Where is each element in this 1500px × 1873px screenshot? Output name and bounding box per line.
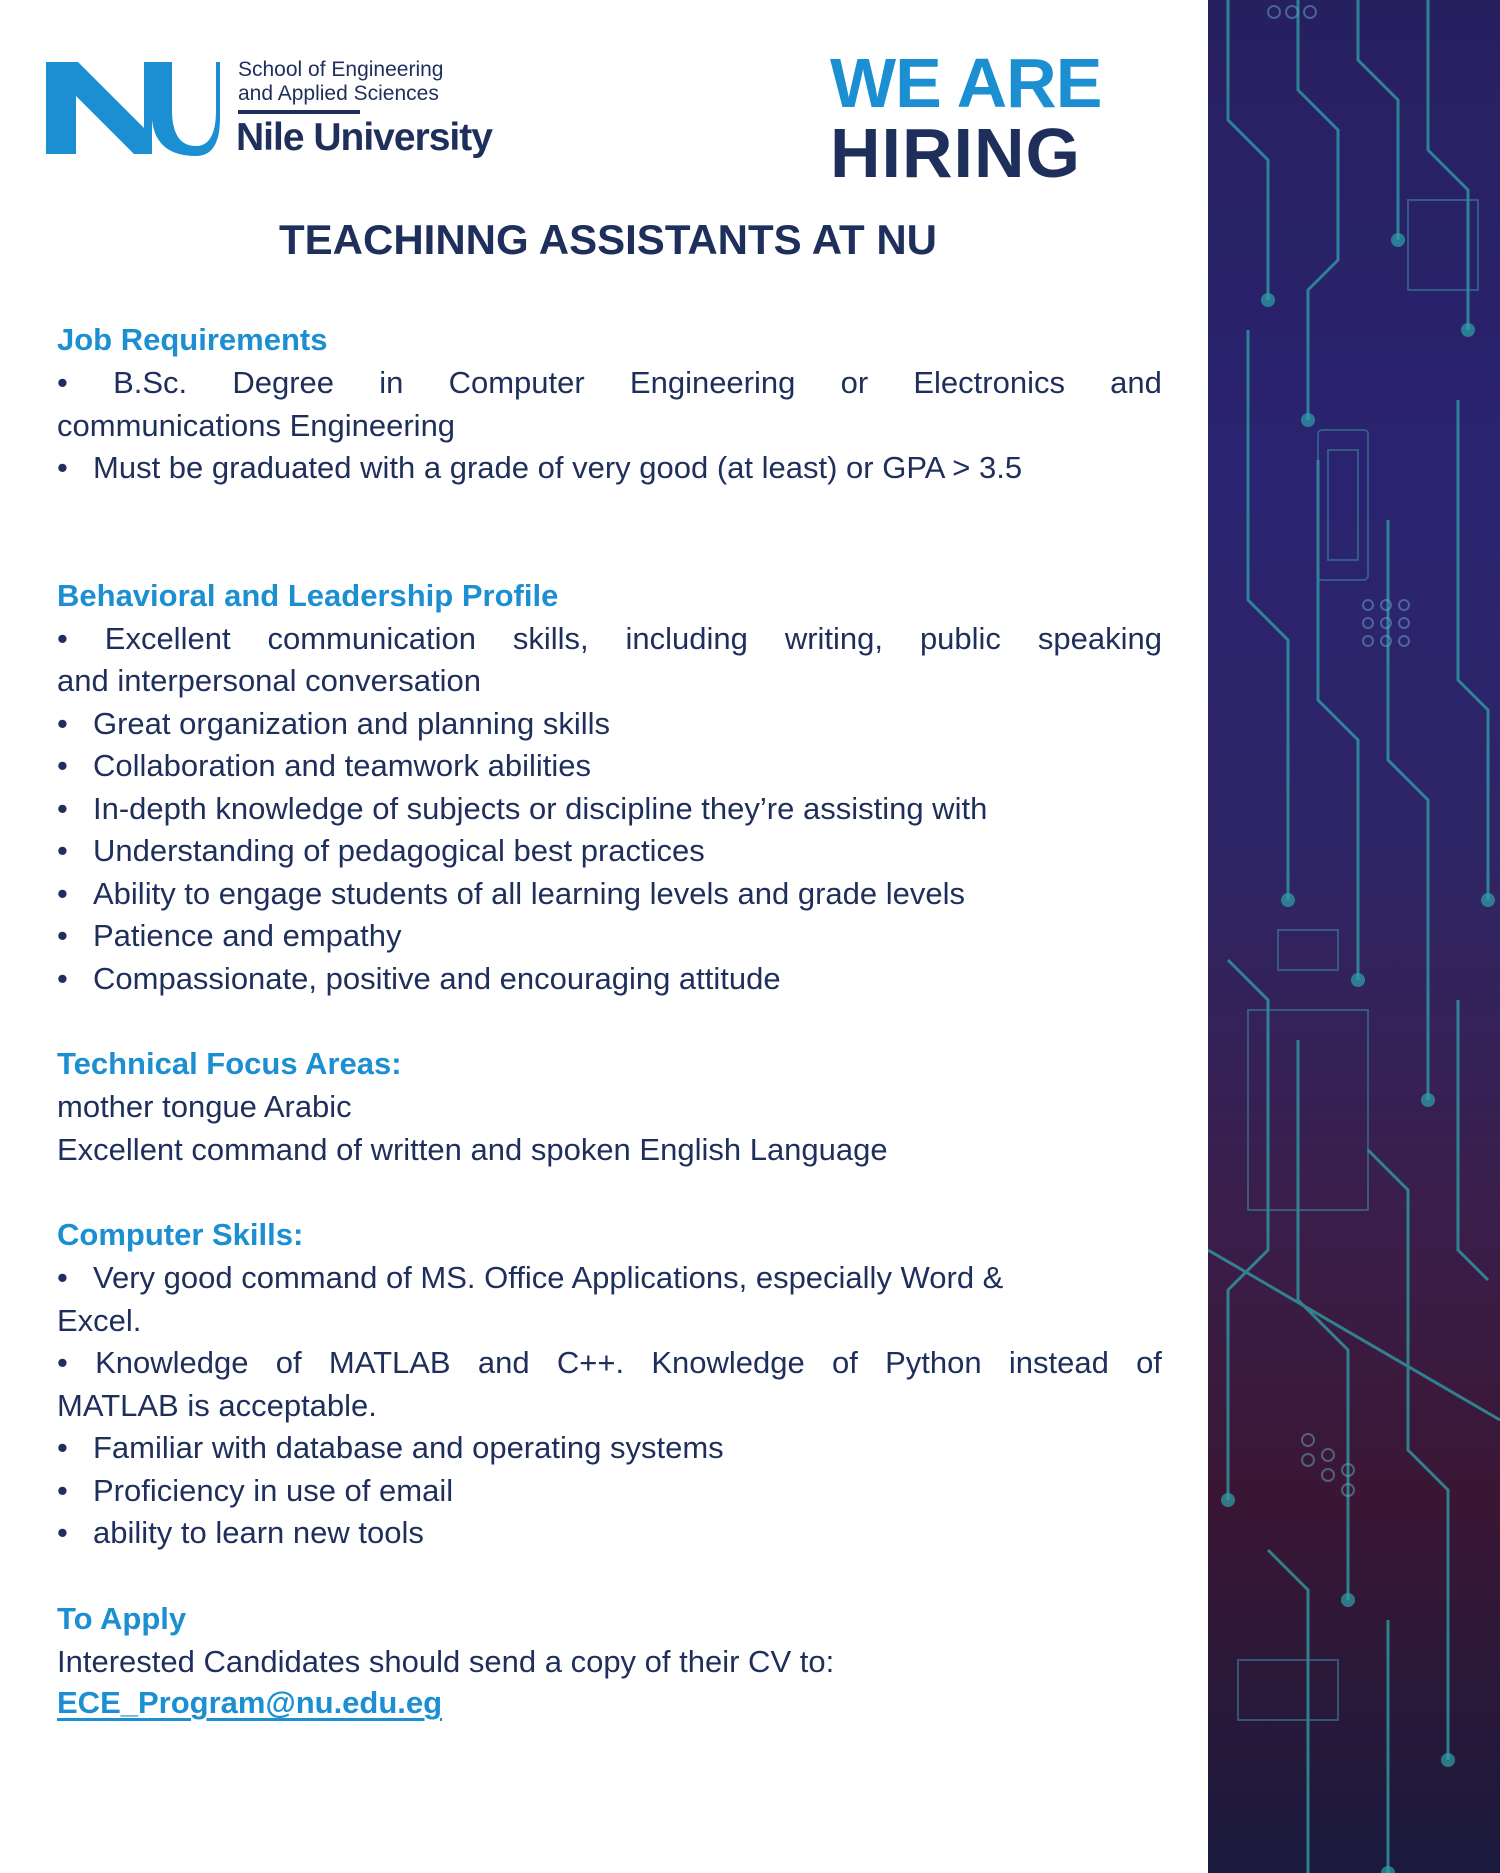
word: skills, bbox=[512, 620, 589, 656]
technical-line: Excellent command of written and spoken English Language bbox=[57, 1131, 888, 1167]
list-item: • Proficiency in use of email bbox=[57, 1470, 1162, 1513]
section-heading-behavioral: Behavioral and Leadership Profile bbox=[57, 577, 559, 613]
word: in bbox=[379, 365, 404, 400]
list-item: • Great organization and planning skills bbox=[57, 703, 1162, 746]
word: Engineering bbox=[629, 365, 796, 400]
word: or bbox=[840, 365, 869, 400]
word: C++. bbox=[556, 1345, 625, 1380]
word: Computer bbox=[448, 365, 585, 400]
word: MATLAB bbox=[328, 1345, 451, 1380]
logo-school-line2: and Applied Sciences bbox=[238, 82, 439, 105]
bullet: • bbox=[57, 748, 68, 783]
bullet: • bbox=[57, 620, 68, 656]
logo-university-name: Nile University bbox=[236, 116, 492, 159]
job-requirement-2: • Must be graduated with a grade of very good (at least) or GPA > 3.5 bbox=[57, 447, 1162, 490]
section-heading-job-requirements: Job Requirements bbox=[57, 322, 328, 357]
bullet: • bbox=[57, 450, 68, 485]
technical-line: mother tongue Arabic bbox=[57, 1089, 352, 1124]
word: of bbox=[1136, 1345, 1162, 1380]
logo-school-line1: School of Engineering bbox=[238, 58, 444, 81]
word: Degree bbox=[232, 365, 335, 400]
behavioral-item-1 bbox=[57, 618, 1162, 661]
bullet: • bbox=[57, 1430, 68, 1465]
word: B.Sc. bbox=[113, 365, 188, 400]
list-item: • Understanding of pedagogical best practices bbox=[57, 830, 1162, 873]
word: Knowledge bbox=[651, 1345, 805, 1380]
circuit-traces-graphic bbox=[1208, 0, 1500, 1873]
nu-logo-mark bbox=[44, 58, 224, 158]
word: Knowledge bbox=[95, 1345, 249, 1380]
bullet: • bbox=[57, 1472, 68, 1508]
section-heading-to-apply: To Apply bbox=[57, 1600, 187, 1636]
word: Excellent bbox=[104, 620, 231, 656]
section-heading-technical: Technical Focus Areas: bbox=[57, 1046, 402, 1081]
hiring-line-2: HIRING bbox=[830, 114, 1081, 192]
list-item: • Familiar with database and operating systems bbox=[57, 1427, 1162, 1470]
word: speaking bbox=[1037, 620, 1162, 656]
section-heading-computer-skills: Computer Skills: bbox=[57, 1217, 304, 1252]
job-requirement-1-continued: communications Engineering bbox=[57, 407, 456, 443]
logo-divider bbox=[238, 110, 360, 114]
circuit-board-decoration bbox=[1208, 0, 1500, 1873]
list-item: • Collaboration and teamwork abilities bbox=[57, 745, 1162, 788]
apply-text: Interested Candidates should send a copy of their CV to: bbox=[57, 1643, 835, 1679]
nile-university-logo bbox=[44, 58, 504, 168]
computer-item-1: • Very good command of MS. Office Applications, especially Word & bbox=[57, 1257, 1162, 1300]
hiring-line-1: WE ARE bbox=[830, 44, 1102, 122]
computer-item-2-continued: MATLAB is acceptable. bbox=[57, 1387, 377, 1423]
word: Electronics bbox=[913, 365, 1065, 400]
word: including bbox=[625, 620, 748, 656]
apply-email-link[interactable]: ECE_Program@nu.edu.eg bbox=[57, 1685, 443, 1720]
list-item: • Compassionate, positive and encouraging attitude bbox=[57, 958, 1162, 1001]
job-description bbox=[57, 318, 1162, 1723]
word: writing, bbox=[784, 620, 884, 656]
word: communication bbox=[267, 620, 476, 656]
bullet: • bbox=[57, 790, 68, 826]
bullet: • bbox=[57, 918, 68, 953]
list-item: • Patience and empathy bbox=[57, 915, 1162, 958]
word: and bbox=[1110, 365, 1162, 400]
behavioral-item-1-continued: and interpersonal conversation bbox=[57, 663, 481, 698]
job-requirement-1 bbox=[57, 362, 1162, 405]
word: instead bbox=[1008, 1345, 1109, 1380]
word: of bbox=[275, 1345, 302, 1380]
bullet: • bbox=[57, 1345, 68, 1380]
bullet: • bbox=[57, 1260, 68, 1295]
word: Python bbox=[885, 1345, 982, 1380]
list-item: • In-depth knowledge of subjects or discipline they’re assisting with bbox=[57, 788, 1162, 831]
we-are-hiring-headline bbox=[830, 44, 1130, 192]
bullet: • bbox=[57, 365, 68, 400]
word: of bbox=[831, 1345, 858, 1380]
bullet: • bbox=[57, 960, 68, 996]
page-title: TEACHINNG ASSISTANTS AT NU bbox=[279, 216, 937, 263]
list-item: • Ability to engage students of all learning levels and grade levels bbox=[57, 873, 1162, 916]
bullet: • bbox=[57, 1515, 68, 1550]
computer-item-1-continued: Excel. bbox=[57, 1302, 142, 1338]
list-item: • ability to learn new tools bbox=[57, 1512, 1162, 1555]
bullet: • bbox=[57, 833, 68, 868]
word: and bbox=[477, 1345, 530, 1380]
bullet: • bbox=[57, 705, 68, 741]
computer-item-2 bbox=[57, 1342, 1162, 1385]
word: public bbox=[919, 620, 1001, 656]
bullet: • bbox=[57, 875, 68, 911]
